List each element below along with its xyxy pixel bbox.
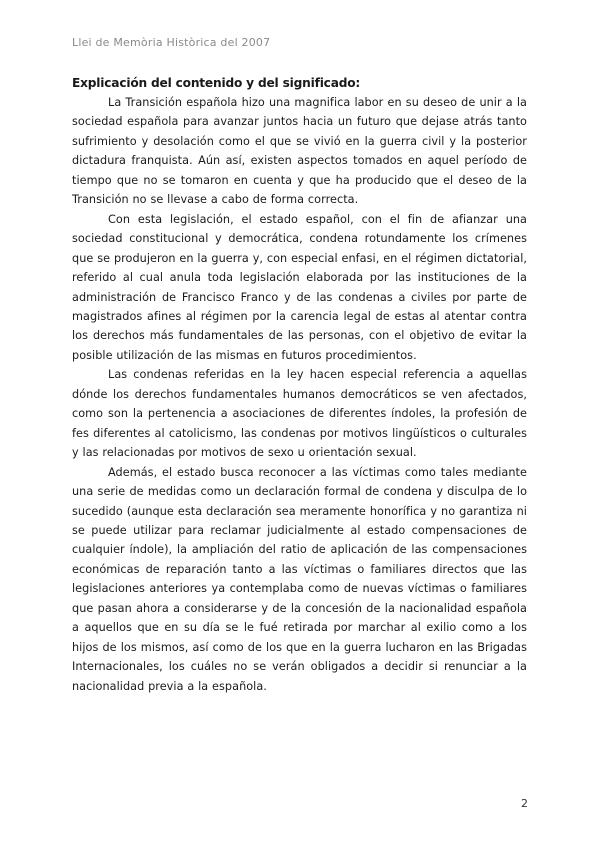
paragraph-victimas: Además, el estado busca reconocer a las víctimas como tales mediante una serie de medidas como un declaración formal de condena y disculpa de lo sucedido (aunque esta declaración sea meramente honorífica y no garantiza ni se puede utilizar para reclamar judicialmente al estado compensaciones de cualquier índole), la ampliación del ratio de aplicación de las compensaciones económicas de reparación tanto a las víctimas o familiares directos que las legislaciones anteriores ya contemplaba como de nuevas víctimas o familiares que pasan ahora a considerarse y de la concesión de la nacionalidad española a aquellos que en su día se le fué retirada por marchar al exilio como a los hijos de los mismos, así como de los que en la guerra lucharon en las Brigadas Internacionales, los cuáles no se verán obligados a decidir si renunciar a la nacionalidad previa a la española. <box>72 465 527 693</box>
section-heading: Explicación del contenido y del significado: <box>72 76 361 90</box>
paragraph-transicion: La Transición española hizo una magnifica labor en su deseo de unir a la sociedad española para avanzar juntos hacia un futuro que dejase atrás tanto sufrimiento y desolación como el que se vivió en la guerra civil y la posterior dictadura franquista. Aún así, existen aspectos tomados en aquel período de tiempo que no se tomaron en cuenta y que ha producido que el deseo de la Transición no se llevase a cabo de forma correcta. <box>72 96 527 207</box>
paragraph-legislacion: Con esta legislación, el estado español, con el fin de afianzar una sociedad constitucional y democrática, condena rotundamente los crímenes que se produjeron en la guerra y, con especial enfasi, en el régimen dictatorial, referido al cual anula toda legislación elaborada por las instituciones de la administración de Francisco Franco y de las condenas a civiles por parte de magistrados afines al régimen por la carencia legal de estas al atentar contra los derechos más fundamentales de las personas, con el objetivo de evitar la posible utilización de las mismas en futuros procedimientos. <box>72 212 527 362</box>
document-body <box>72 73 527 696</box>
running-header: Llei de Memòria Històrica del 2007 <box>72 36 271 49</box>
page-number: 2 <box>521 797 528 810</box>
paragraph-condenas: Las condenas referidas en la ley hacen especial referencia a aquellas dónde los derechos fundamentales humanos democráticos se ven afectados, como son la pertenencia a asociaciones de diferentes índoles, la profesión de fes diferentes al catolicismo, las condenas por motivos lingüísticos o culturales y las relacionadas por motivos de sexo u orientación sexual. <box>72 368 527 460</box>
